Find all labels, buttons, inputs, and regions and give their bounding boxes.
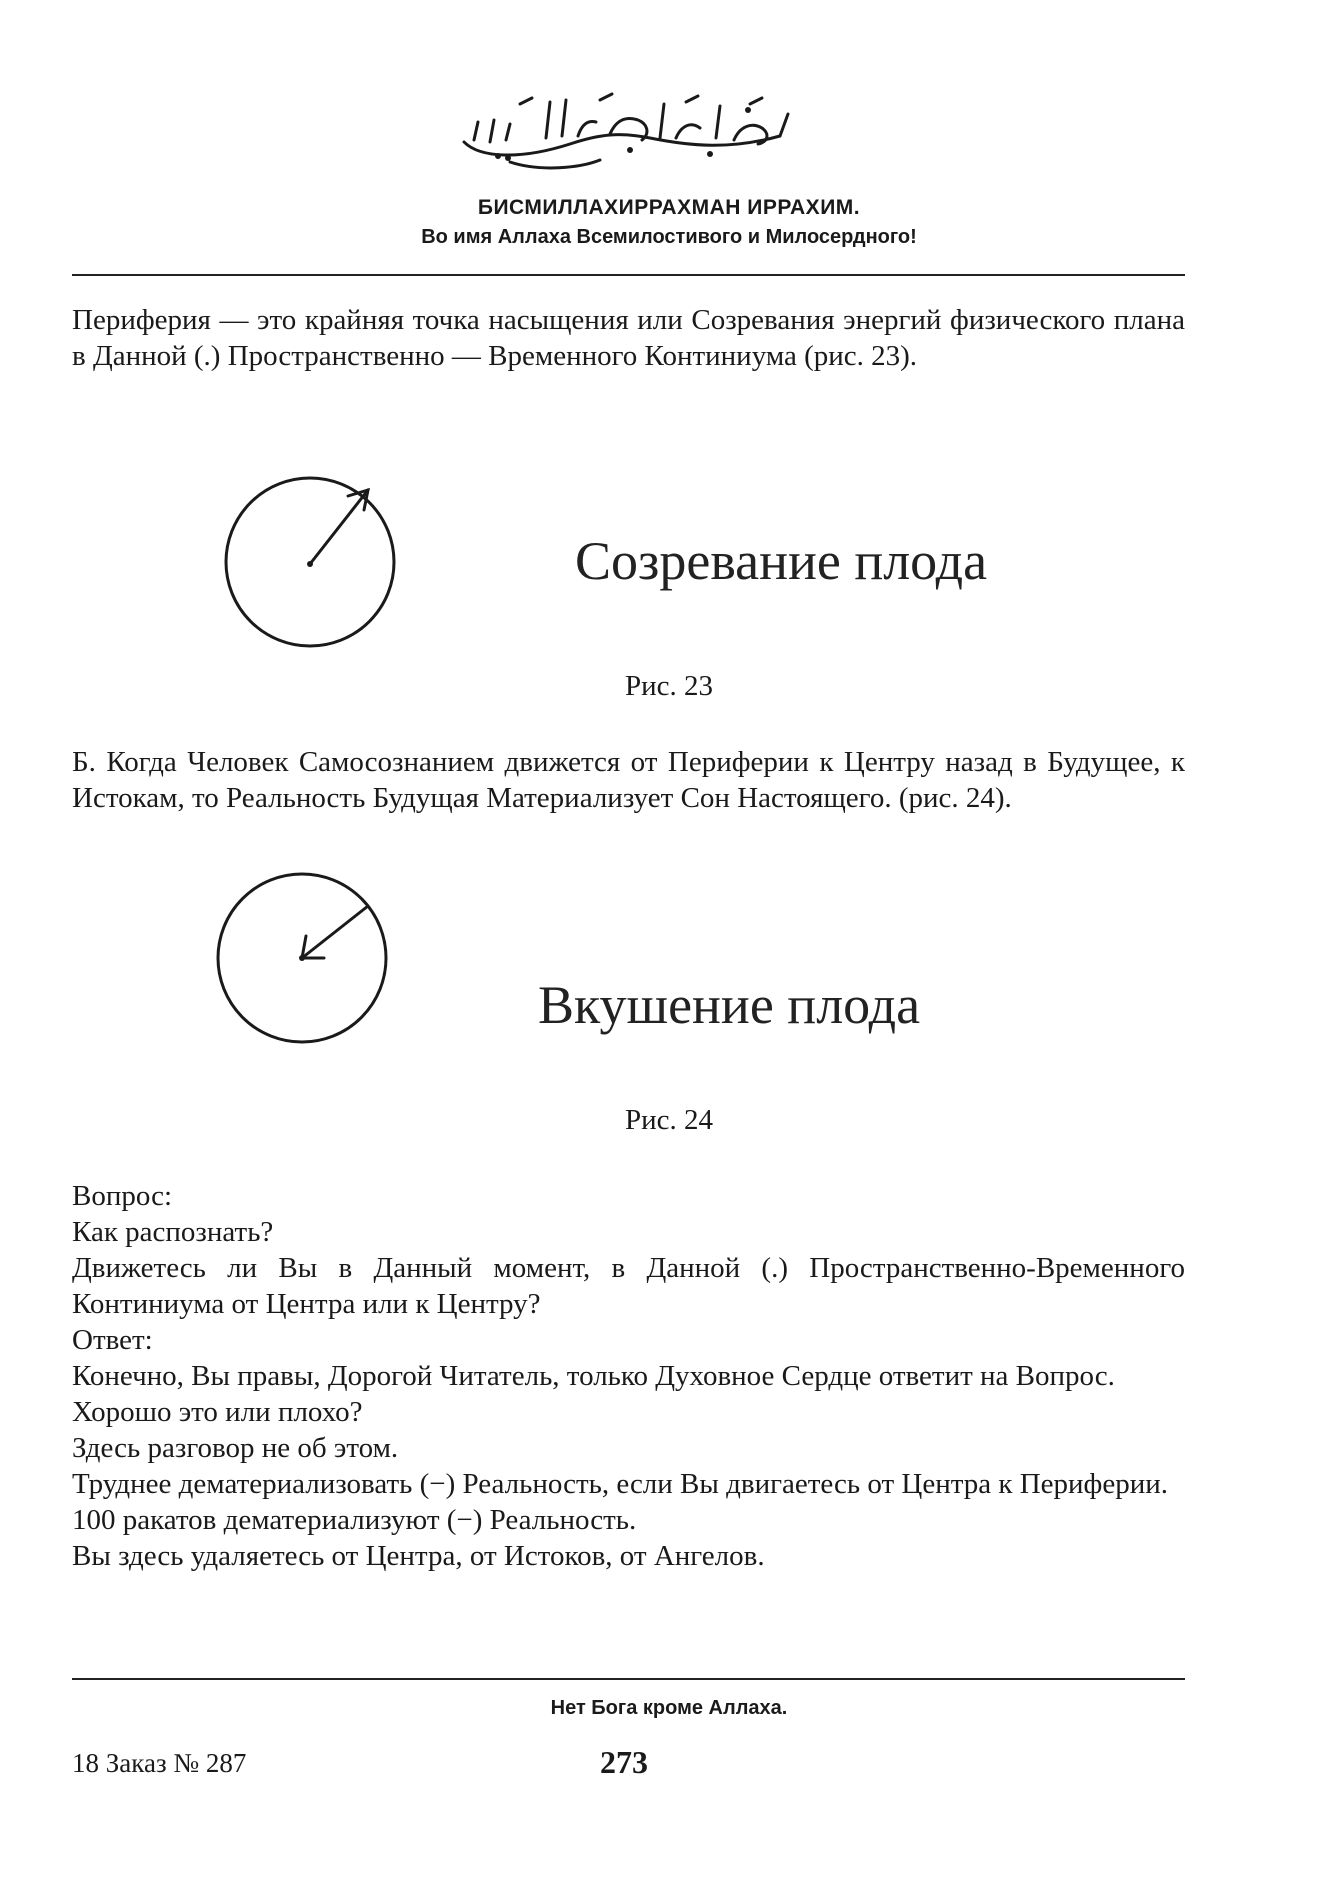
bottom-divider [72,1678,1185,1680]
qa-line: Конечно, Вы правы, Дорогой Читатель, только Духовное Сердце ответит на Вопрос. [72,1360,1115,1392]
figure-24-caption: Рис. 24 [624,1104,714,1136]
header-title: БИСМИЛЛАХИРРАХМАН ИРРАХИМ. [477,196,861,219]
figure-23-circle-diagram [222,470,402,650]
figure-23-arrow [310,490,368,564]
figure-24-label: Вкушение плода [538,975,921,1035]
paragraph-periphery: Периферия — это крайняя точка насыщения или Созревания энергий физического плана в Данной (.) Пространственно — Временного Континиума (рис. 23). [72,304,1185,372]
qa-line: Труднее дематериализовать (−) Реальность, если Вы двигаетесь от Центра к Периферии. [72,1468,1168,1500]
question-answer-block [72,1178,1185,1574]
qa-line: 100 ракатов дематериализуют (−) Реальность. [72,1504,637,1536]
header-subtitle: Во имя Аллаха Всемилостивого и Милосердного! [421,226,917,248]
qa-line: Ответ: [72,1324,153,1356]
qa-line: Вопрос: [72,1180,173,1212]
footer-order-number: 18 Заказ № 287 [72,1748,247,1778]
page-number: 273 [600,1744,648,1780]
qa-line: Здесь разговор не об этом. [72,1432,399,1464]
qa-line: Вы здесь удаляетесь от Центра, от Истоков, от Ангелов. [72,1540,765,1572]
bismillah-calligraphy [450,80,810,180]
paragraph-future: Б. Когда Человек Самосознанием движется от Периферии к Центру назад в Будущее, к Истокам, то Реальность Будущая Материализует Сон Настоящего. (рис. 24). [72,746,1185,814]
figure-23-caption: Рис. 23 [624,670,714,702]
top-divider [72,274,1185,276]
qa-line: Как распознать? [72,1216,274,1248]
qa-line: Хорошо это или плохо? [72,1396,363,1428]
figure-23-center-point [307,561,313,567]
figure-24-center-point [299,955,305,961]
figure-23-label: Созревание плода [575,531,988,591]
qa-line: Движетесь ли Вы в Данный момент, в Данной (.) Пространственно-Временного Континиума от Центра или к Центру? [72,1252,1185,1320]
figure-24-arrow [302,906,368,958]
figure-24-circle-diagram [214,866,394,1046]
footer-motto: Нет Бога кроме Аллаха. [550,1697,788,1719]
